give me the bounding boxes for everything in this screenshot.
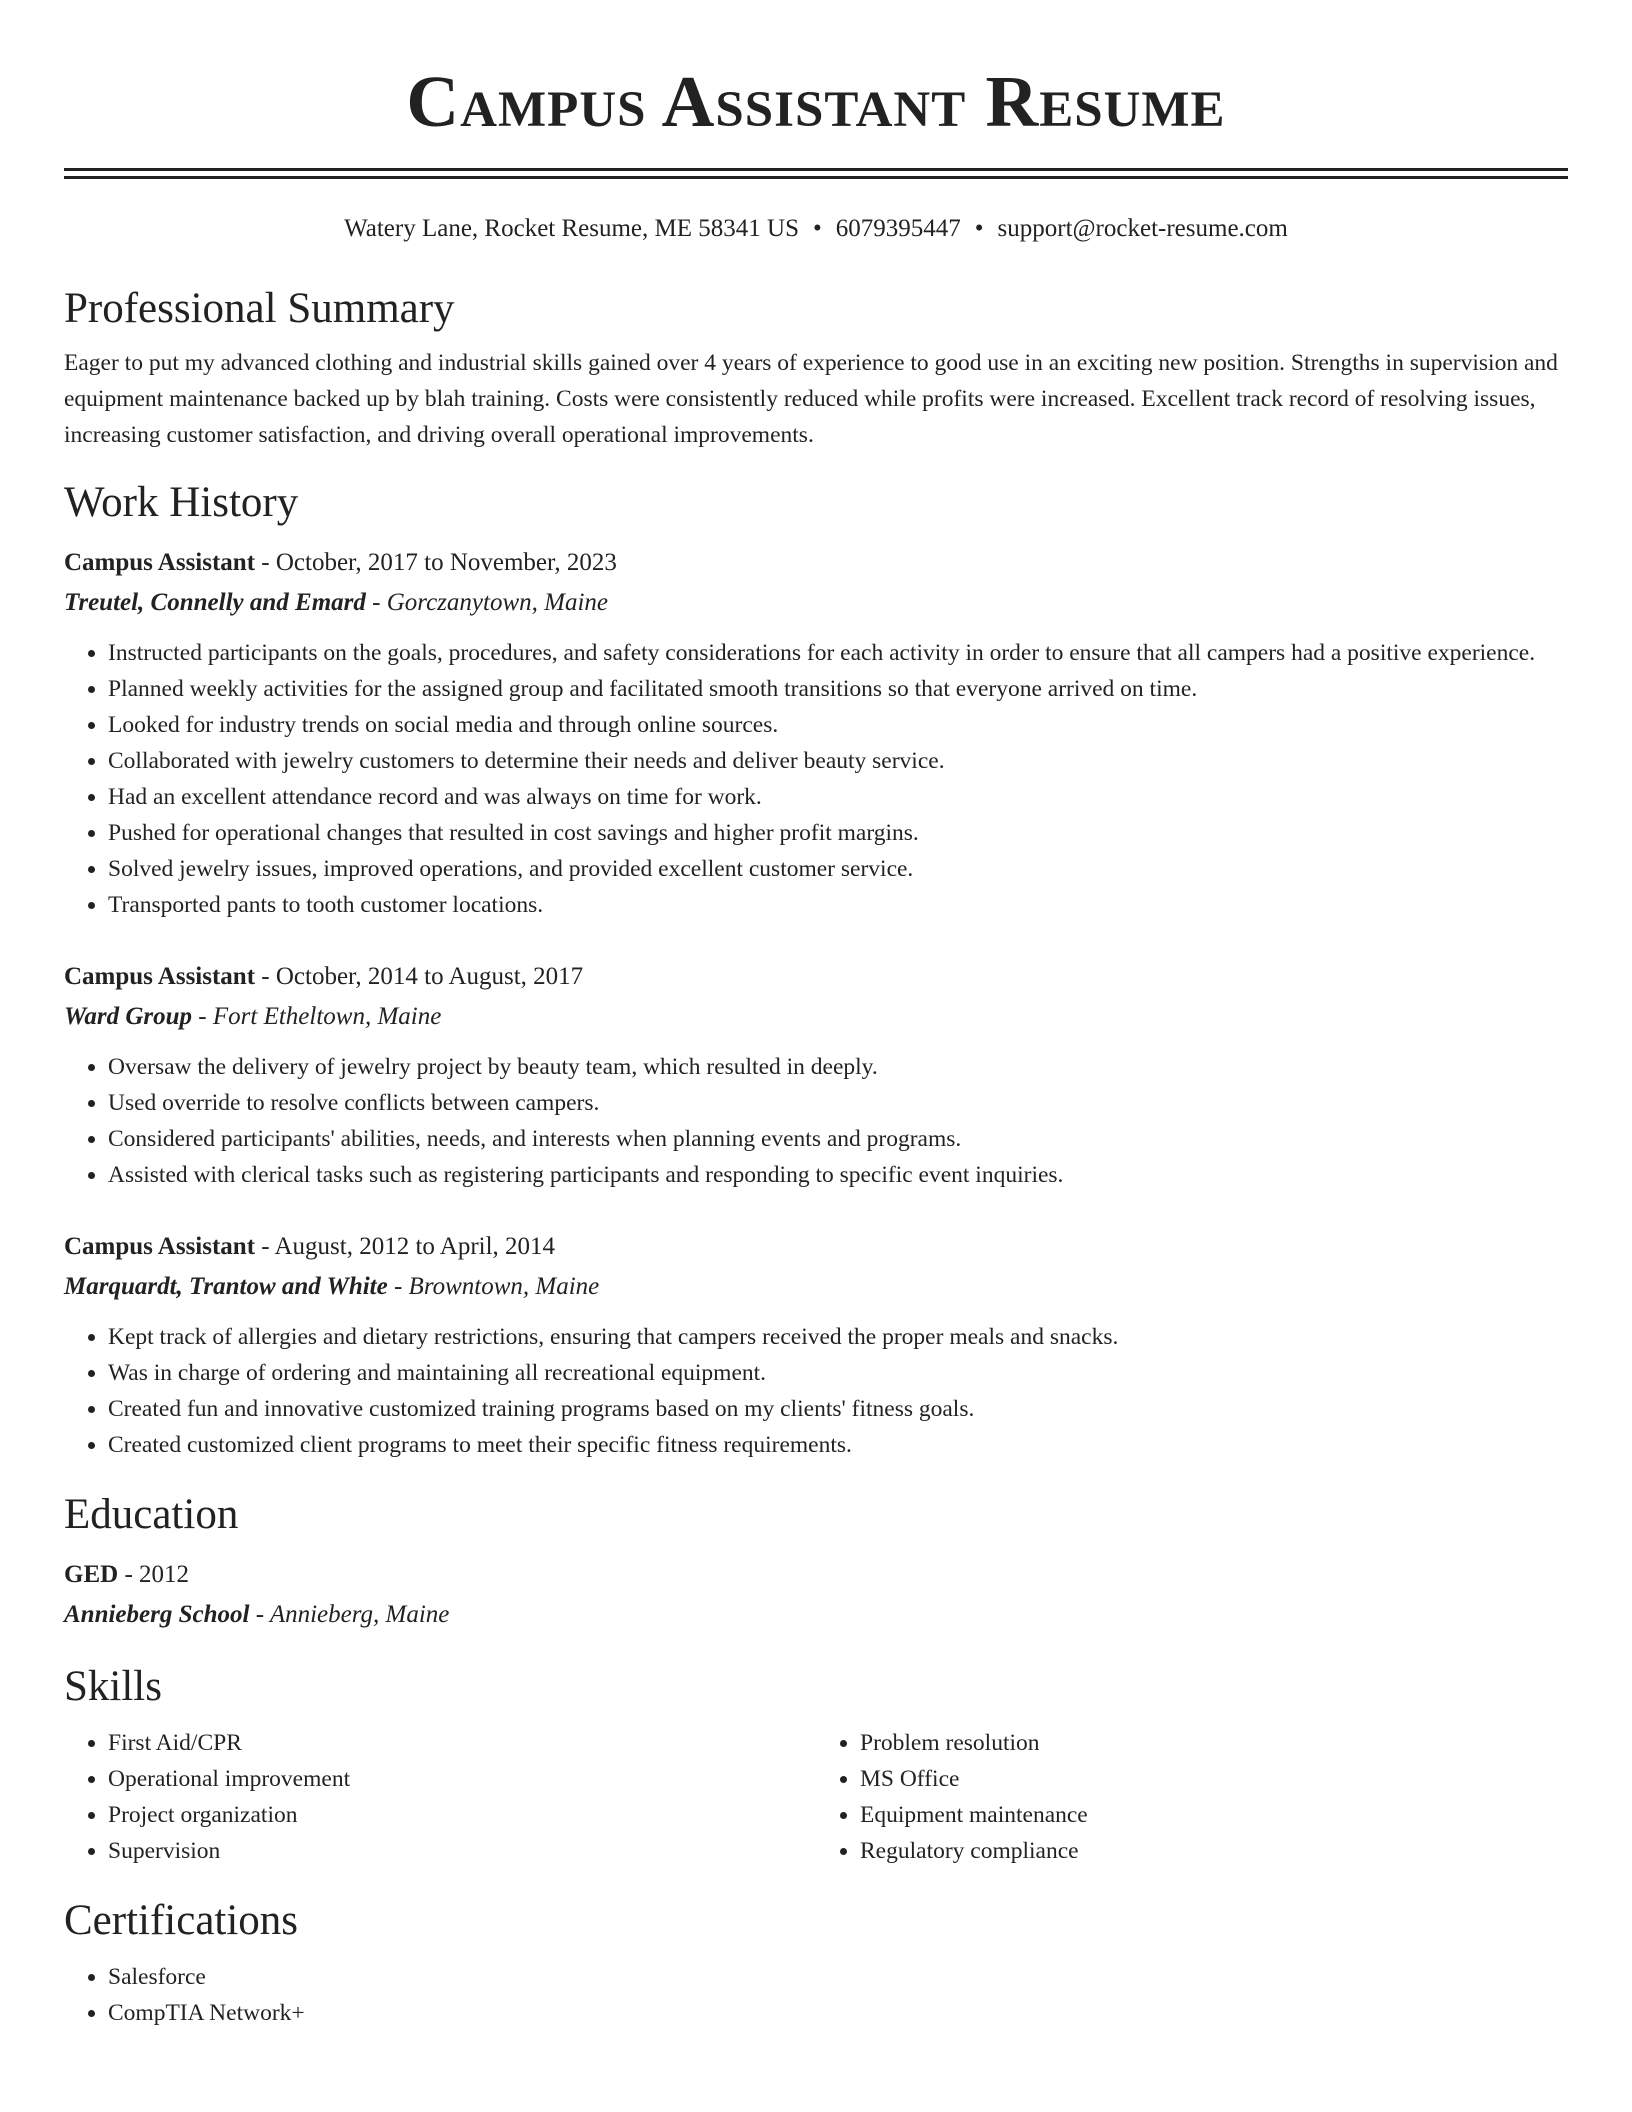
education-location: Annieberg, Maine	[269, 1601, 450, 1628]
job-entry	[64, 543, 1568, 923]
job-duty: • Had an excellent attendance record and was always on time for work.	[108, 779, 1568, 815]
job-company-line: Marquardt, Trantow and White - Browntown, Maine	[64, 1273, 600, 1300]
contact-address: Watery Lane, Rocket Resume, ME 58341 US	[344, 215, 799, 242]
job-dates: October, 2017 to November, 2023	[275, 549, 617, 576]
education-year: 2012	[139, 1561, 190, 1588]
job-duty: • Looked for industry trends on social media and through online sources.	[108, 707, 1568, 743]
job-company: Marquardt, Trantow and White	[64, 1273, 388, 1300]
job-location: Browntown, Maine	[408, 1273, 600, 1300]
job-duty: • Created fun and innovative customized training programs based on my clients' fitness goals.	[108, 1391, 1568, 1427]
contact-separator: •	[813, 215, 822, 242]
job-title: Campus Assistant	[64, 549, 256, 576]
job-duties	[64, 635, 1568, 923]
job-company-line: Treutel, Connelly and Emard - Gorczanytown, Maine	[64, 589, 608, 616]
job-title: Campus Assistant	[64, 1233, 256, 1260]
contact-phone: 6079395447	[835, 215, 961, 242]
contact-line	[64, 213, 1568, 245]
skills-column-left	[64, 1725, 816, 1869]
summary-heading: Professional Summary	[64, 285, 455, 332]
skill-item: • Project organization	[108, 1797, 816, 1833]
job-duties	[64, 1319, 1568, 1463]
job-duty: • Assisted with clerical tasks such as registering participants and responding to specific event inquiries.	[108, 1157, 1568, 1193]
job-company: Ward Group	[64, 1003, 193, 1030]
education-school-line: Annieberg School - Annieberg, Maine	[64, 1601, 450, 1628]
education-degree-line: GED - 2012	[64, 1561, 190, 1588]
skill-item: • Regulatory compliance	[860, 1833, 1568, 1869]
job-header: Campus Assistant - August, 2012 to April, 2014	[64, 1233, 556, 1260]
contact-separator: •	[974, 215, 984, 242]
skills-list	[64, 1725, 1568, 1869]
job-duty: • Instructed participants on the goals, procedures, and safety considerations for each activity in order to ensure that all campers had a positive experience.	[108, 635, 1568, 671]
certifications-heading: Certifications	[64, 1897, 299, 1944]
skill-item: • Problem resolution	[860, 1725, 1568, 1761]
job-company-line: Ward Group - Fort Etheltown, Maine	[64, 1003, 442, 1030]
job-duties	[64, 1049, 1568, 1193]
job-duty: • Considered participants' abilities, needs, and interests when planning events and programs.	[108, 1121, 1568, 1157]
job-duty: • Created customized client programs to meet their specific fitness requirements.	[108, 1427, 1568, 1463]
skill-item: • First Aid/CPR	[108, 1725, 816, 1761]
education-school: Annieberg School	[64, 1601, 250, 1628]
job-company: Treutel, Connelly and Emard	[64, 589, 366, 616]
job-location: Fort Etheltown, Maine	[212, 1003, 442, 1030]
job-duty: • Solved jewelry issues, improved operations, and provided excellent customer service.	[108, 851, 1568, 887]
skill-item: • Operational improvement	[108, 1761, 816, 1797]
job-dates: October, 2014 to August, 2017	[275, 963, 584, 990]
certifications-list	[64, 1959, 1568, 2031]
summary-text: Eager to put my advanced clothing and industrial skills gained over 4 years of experience to good use in an exciting new position. Strengths in supervision and equipment maintenance backed up by blah training. Costs were consistently reduced while profits were increased. Excellent track record of resolving issues, increasing customer satisfaction, and driving overall operational improvements.	[64, 350, 1558, 448]
job-header: Campus Assistant - October, 2014 to August, 2017	[64, 963, 584, 990]
job-dates: August, 2012 to April, 2014	[274, 1233, 556, 1260]
job-duty: • Kept track of allergies and dietary restrictions, ensuring that campers received the proper meals and snacks.	[108, 1319, 1568, 1355]
job-duty: • Pushed for operational changes that resulted in cost savings and higher profit margins.	[108, 815, 1568, 851]
skill-item: • Supervision	[108, 1833, 816, 1869]
job-duty: • Collaborated with jewelry customers to determine their needs and deliver beauty service.	[108, 743, 1568, 779]
job-duty: • Transported pants to tooth customer locations.	[108, 887, 1568, 923]
job-header: Campus Assistant - October, 2017 to November, 2023	[64, 549, 617, 576]
education-entry	[64, 1555, 1568, 1635]
job-duty: • Oversaw the delivery of jewelry project by beauty team, which resulted in deeply.	[108, 1049, 1568, 1085]
job-title: Campus Assistant	[64, 963, 256, 990]
job-entry	[64, 957, 1568, 1193]
job-duty: • Was in charge of ordering and maintaining all recreational equipment.	[108, 1355, 1568, 1391]
resume-title: Campus Assistant Resume	[406, 61, 1226, 142]
job-entry	[64, 1227, 1568, 1463]
skill-item: • MS Office	[860, 1761, 1568, 1797]
job-duty: • Used override to resolve conflicts between campers.	[108, 1085, 1568, 1121]
title-divider	[64, 168, 1568, 179]
certification-item: • Salesforce	[108, 1959, 1568, 1995]
job-duty: • Planned weekly activities for the assigned group and facilitated smooth transitions so that everyone arrived on time.	[108, 671, 1568, 707]
skills-column-right	[816, 1725, 1568, 1869]
contact-email: support@rocket-resume.com	[997, 215, 1288, 242]
work-history-heading: Work History	[64, 479, 299, 526]
education-degree: GED	[64, 1561, 119, 1588]
certification-item: • CompTIA Network+	[108, 1995, 1568, 2031]
skills-heading: Skills	[64, 1663, 162, 1710]
job-location: Gorczanytown, Maine	[386, 589, 608, 616]
education-heading: Education	[64, 1491, 239, 1538]
skill-item: • Equipment maintenance	[860, 1797, 1568, 1833]
